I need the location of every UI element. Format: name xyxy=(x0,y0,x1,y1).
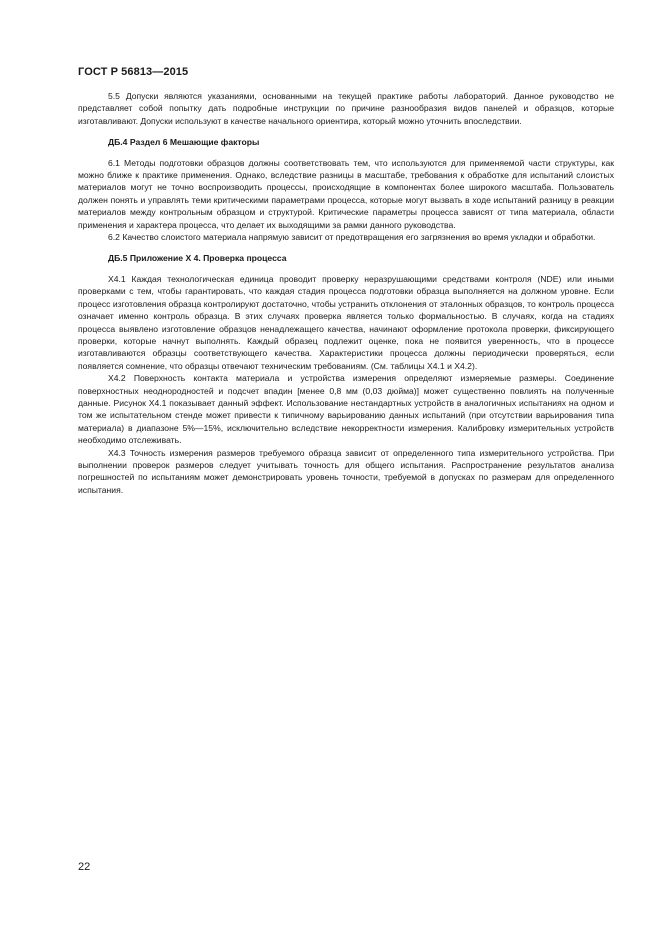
section-heading-db5: ДБ.5 Приложение Х 4. Проверка процесса xyxy=(108,253,287,264)
paragraph-x4-2: Х4.2 Поверхность контакта материала и устройства измерения определяют измеряемые размеры. Соединение поверхностных неоднородностей и подсчет впадин [менее 0,8 мм (0,03 дюйма)] может существенно повлиять на полученные данные. Рисунок Х4.1 показывает данный эффект. Использование нестандартных устройств в аналогичных испытаниях на одном и том же испытательном стенде может привести к типичному варьированию данных испытаний (при отсутствии варьирования типа материала) в диапазоне 5%—15%, исключительно вследствие некорректности измерения. Калибровку измерительных устройств необходимо отслеживать. xyxy=(78,373,614,446)
section-heading-db4: ДБ.4 Раздел 6 Мешающие факторы xyxy=(108,137,260,148)
document-body xyxy=(78,90,614,496)
paragraph-6-1: 6.1 Методы подготовки образцов должны соответствовать тем, что используются для применяемой части структуры, как можно ближе к практике применения. Однако, вследствие разницы в масштабе, требования к обработке для испытаний слоистых материалов могут не точно воспроизводить процессы, происходящие в компонентах более широкого масштаба. Пользователь должен понять и управлять теми критическими параметрами процесса, которые могут вызвать в ходе испытаний разницу в реакции материалов между контрольным образцом и структурой. Критические параметры процесса зависят от типа материала, области применения и характера процесса, что делает их выходящими за рамки данного руководства. xyxy=(78,157,614,230)
standard-code-header: ГОСТ Р 56813—2015 xyxy=(78,66,189,78)
page-number: 22 xyxy=(78,861,91,873)
paragraph-x4-1: Х4.1 Каждая технологическая единица проводит проверку неразрушающими средствами контроля (NDE) или иными проверками с тем, чтобы гарантировать, что каждая стадия процесса подготовки образца выполняется на должном уровне. Если процесс изготовления образца контролируют достаточно, чтобы устранить отклонения от эталонных образцов, то контроль процесса означает именно контроль образца. В этих случаях проверка является только формальностью. В случаях, когда на стадиях процесса выявлено изготовление образцов ненадлежащего качества, начинают оформление протокола проверки, фиксирующего проверки, которые начнут выполнять. Каждый образец подлежит оценке, пока не появится уверенность, что в процессе изготавливаются образцы соответствующего качества. Характеристики процесса должны периодически проверяться, если появляется сомнение, что образцы отвечают техническим требованиям. (См. таблицы Х4.1 и Х4.2). xyxy=(78,273,614,371)
paragraph-6-2: 6.2 Качество слоистого материала напрямую зависит от предотвращения его загрязнения во время укладки и обработки. xyxy=(108,232,596,243)
paragraph-x4-3: Х4.3 Точность измерения размеров требуемого образца зависит от определенного типа измерительного устройства. При выполнении проверок размеров следует учитывать точность для общего испытания. Распространение результатов анализа погрешностей по испытаниям может демонстрировать уровень точности, требуемой в допусках по размерам для определенного испытания. xyxy=(78,447,614,495)
paragraph-5-5: 5.5 Допуски являются указаниями, основанными на текущей практике работы лабораторий. Данное руководство не представляет собой попытку дать подробные инструкции по причине разнообразия видов панелей и образцов, которые изготавливают. Допуски используют в качестве начального ориентира, который можно уточнить впоследствии. xyxy=(78,91,614,126)
